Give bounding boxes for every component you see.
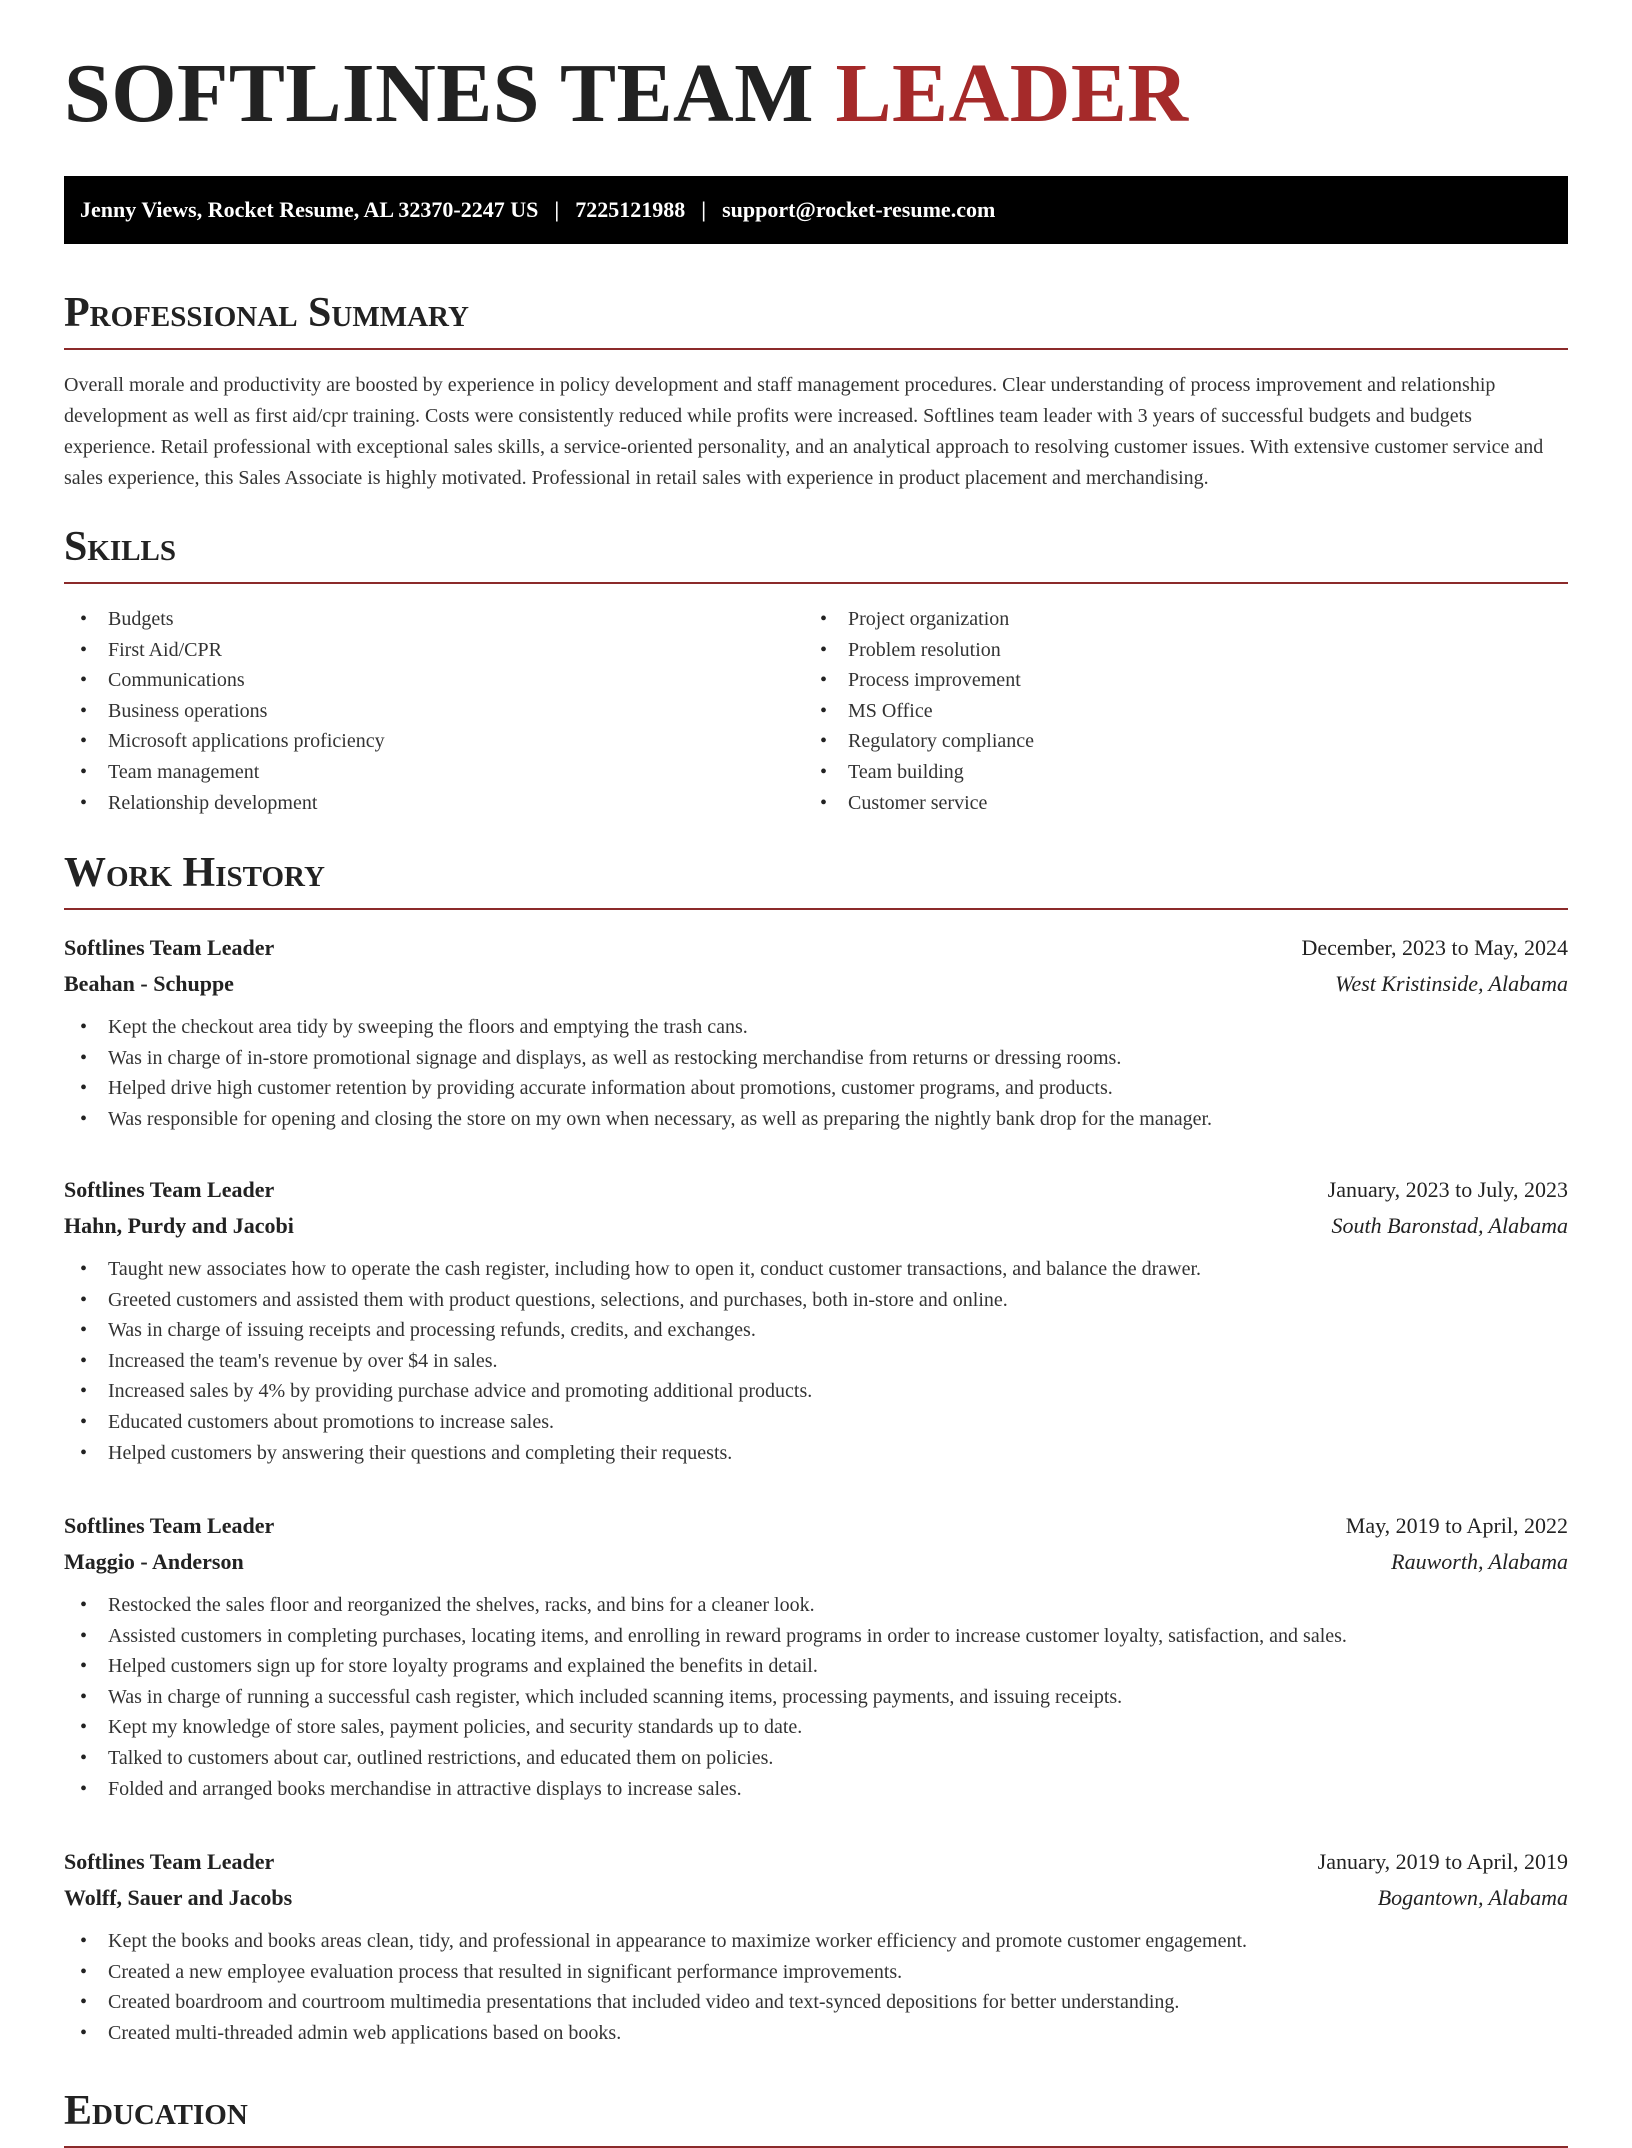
job-location: West Kristinside, Alabama [1335,971,1568,996]
job-bullet: • Helped customers by answering their questions and completing their requests. [64,1438,1568,1469]
contact-address: Jenny Views, Rocket Resume, AL 32370-2247 US [80,197,539,222]
job-bullet: • Assisted customers in completing purchases, locating items, and enrolling in reward programs in order to increase customer loyalty, satisfaction, and sales. [64,1621,1568,1652]
job-location: South Baronstad, Alabama [1331,1213,1568,1238]
job-header-row [64,930,1568,966]
skill-item: • Customer service [804,788,1544,819]
skill-item: • Problem resolution [804,635,1544,666]
job-bullet: • Talked to customers about car, outlined restrictions, and educated them on policies. [64,1743,1568,1774]
job-title: Softlines Team Leader [64,1513,275,1538]
job-bullet: • Was in charge of in-store promotional signage and displays, as well as restocking merchandise from returns or dressing rooms. [64,1043,1568,1074]
summary-heading: Professional Summary [64,292,1568,350]
skills-column-right [804,604,1544,818]
job-company-row [64,1880,1568,1916]
job-entry [64,1172,1568,1468]
job-company-row [64,966,1568,1002]
contact-phone: 7225121988 [575,197,686,222]
job-bullet: • Helped customers sign up for store loyalty programs and explained the benefits in detail. [64,1651,1568,1682]
skill-item: • First Aid/CPR [64,635,804,666]
resume-title [64,47,1189,140]
job-bullet: • Taught new associates how to operate the cash register, including how to open it, conduct customer transactions, and balance the drawer. [64,1254,1568,1285]
job-bullet: • Kept the books and books areas clean, tidy, and professional in appearance to maximize worker efficiency and promote customer engagement. [64,1926,1568,1957]
job-bullets [64,1254,1568,1468]
job-entry [64,1844,1568,2048]
contact-separator: | [554,197,560,222]
job-location: Bogantown, Alabama [1377,1885,1568,1910]
skill-item: • Regulatory compliance [804,726,1544,757]
job-bullet: • Was responsible for opening and closing the store on my own when necessary, as well as preparing the nightly bank drop for the manager. [64,1104,1568,1135]
job-entry [64,1508,1568,1804]
skill-item: • MS Office [804,696,1544,727]
job-header-row [64,1508,1568,1544]
skill-item: • Communications [64,665,804,696]
job-bullet: • Greeted customers and assisted them with product questions, selections, and purchases, both in-store and online. [64,1285,1568,1316]
job-company-row [64,1544,1568,1580]
job-bullet: • Increased sales by 4% by providing purchase advice and promoting additional products. [64,1376,1568,1407]
title-main: SOFTLINES TEAM [64,47,814,140]
job-location: Rauworth, Alabama [1391,1549,1568,1574]
skill-item: • Microsoft applications proficiency [64,726,804,757]
job-bullet: • Kept my knowledge of store sales, payment policies, and security standards up to date. [64,1712,1568,1743]
job-company-row [64,1208,1568,1244]
contact-separator: | [701,197,707,222]
job-bullets [64,1012,1568,1134]
job-bullet: • Was in charge of running a successful cash register, which included scanning items, processing payments, and issuing receipts. [64,1682,1568,1713]
job-bullet: • Created a new employee evaluation process that resulted in significant performance improvements. [64,1957,1568,1988]
job-dates: December, 2023 to May, 2024 [1301,935,1568,960]
job-bullet: • Restocked the sales floor and reorganized the shelves, racks, and bins for a cleaner look. [64,1590,1568,1621]
skill-item: • Budgets [64,604,804,635]
job-dates: January, 2019 to April, 2019 [1317,1849,1568,1874]
skill-item: • Relationship development [64,788,804,819]
job-company: Wolff, Sauer and Jacobs [64,1885,293,1910]
job-bullet: • Created multi-threaded admin web applications based on books. [64,2018,1568,2049]
skills-heading: Skills [64,526,1568,584]
job-bullet: • Folded and arranged books merchandise in attractive displays to increase sales. [64,1774,1568,1805]
skill-item: • Team management [64,757,804,788]
skill-item: • Team building [804,757,1544,788]
job-title: Softlines Team Leader [64,935,275,960]
skill-item: • Business operations [64,696,804,727]
work-history-heading: Work History [64,852,1568,910]
job-company: Maggio - Anderson [64,1549,244,1574]
job-title: Softlines Team Leader [64,1177,275,1202]
skill-item: • Project organization [804,604,1544,635]
job-entry [64,930,1568,1134]
job-bullet: • Educated customers about promotions to increase sales. [64,1407,1568,1438]
job-bullet: • Helped drive high customer retention by providing accurate information about promotions, customer programs, and products. [64,1073,1568,1104]
job-bullet: • Was in charge of issuing receipts and processing refunds, credits, and exchanges. [64,1315,1568,1346]
job-dates: May, 2019 to April, 2022 [1345,1513,1568,1538]
job-company: Hahn, Purdy and Jacobi [64,1213,294,1238]
skills-column-left [64,604,804,818]
job-bullet: • Kept the checkout area tidy by sweeping the floors and emptying the trash cans. [64,1012,1568,1043]
skill-item: • Process improvement [804,665,1544,696]
contact-bar [64,176,1568,244]
job-bullets [64,1926,1568,2048]
job-bullet: • Increased the team's revenue by over $4 in sales. [64,1346,1568,1377]
job-dates: January, 2023 to July, 2023 [1327,1177,1568,1202]
job-header-row [64,1172,1568,1208]
summary-text: Overall morale and productivity are boosted by experience in policy development and staff management procedures. Clear understanding of process improvement and relationship development as well as first aid/cpr training. Costs were consistently reduced while profits were increased. Softlines team leader with 3 years of successful budgets and budgets experience. Retail professional with exceptional sales skills, a service-oriented personality, and an analytical approach to resolving customer issues. With extensive customer service and sales experience, this Sales Associate is highly motivated. Professional in retail sales with experience in product placement and merchandising. [64,374,1544,489]
job-bullet: • Created boardroom and courtroom multimedia presentations that included video and text-synced depositions for better understanding. [64,1987,1568,2018]
education-heading: Education [64,2090,1568,2148]
skills-list [64,604,1568,818]
job-company: Beahan - Schuppe [64,971,234,996]
job-title: Softlines Team Leader [64,1849,275,1874]
job-header-row [64,1844,1568,1880]
title-accent: LEADER [835,47,1189,140]
contact-email: support@rocket-resume.com [722,197,996,222]
job-bullets [64,1590,1568,1804]
